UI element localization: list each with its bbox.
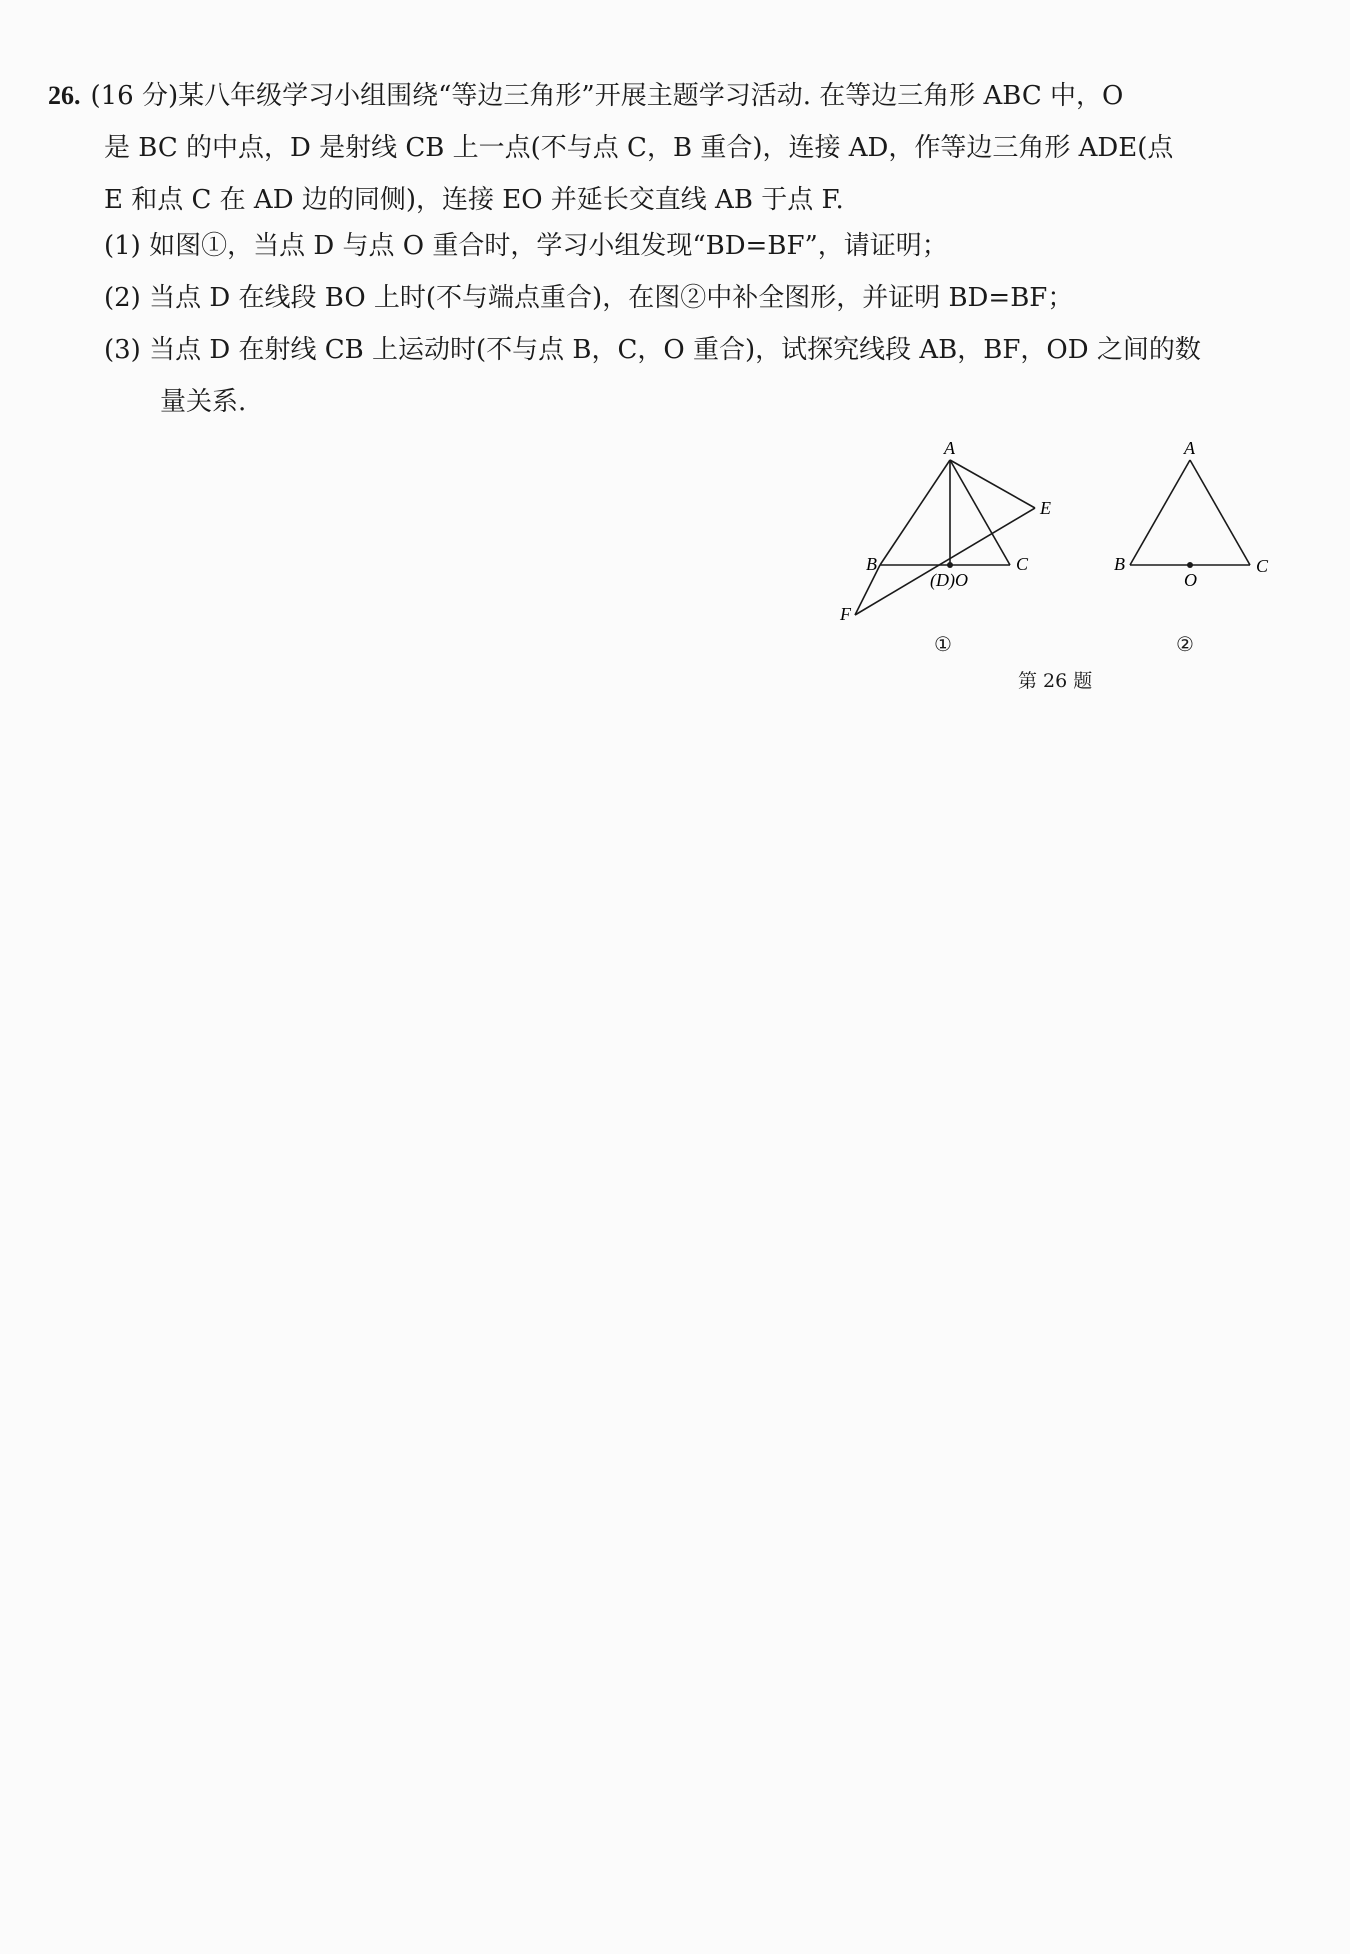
label-b: B	[1114, 554, 1125, 574]
segment-ae	[950, 460, 1035, 508]
segment-ac	[1190, 460, 1250, 565]
figure-2	[1100, 438, 1270, 590]
figure-2-caption: ②	[1176, 632, 1194, 656]
part-3-line-1: (3) 当点 D 在射线 CB 上运动时(不与点 B，C，O 重合)，试探究线段 AB，BF，OD 之间的数	[104, 335, 1201, 365]
segment-ab	[880, 460, 950, 565]
point-o	[947, 562, 953, 568]
segment-ab	[1130, 460, 1190, 565]
label-c: C	[1256, 556, 1269, 576]
question-line-3: E 和点 C 在 AD 边的同侧)，连接 EO 并延长交直线 AB 于点 F.	[104, 185, 844, 215]
part-2: (2) 当点 D 在线段 BO 上时(不与端点重合)，在图②中补全图形，并证明 BD=BF；	[104, 283, 1074, 313]
label-a: A	[1184, 438, 1195, 458]
part-3-line-2: 量关系.	[160, 387, 247, 417]
question-line-2: 是 BC 的中点，D 是射线 CB 上一点(不与点 C，B 重合)，连接 AD，作等边三角形 ADE(点	[104, 133, 1174, 163]
figure-2-diagram	[1100, 438, 1270, 590]
figure-1	[840, 440, 1060, 634]
label-a: A	[944, 438, 955, 458]
figure-1-caption: ①	[934, 632, 952, 656]
label-e: E	[1040, 498, 1051, 518]
figure-caption: 第 26 题	[1018, 670, 1093, 692]
question-number: 26.	[48, 81, 81, 110]
part-1: (1) 如图①，当点 D 与点 O 重合时，学习小组发现“BD=BF”，请证明；	[104, 231, 948, 261]
label-c: C	[1016, 554, 1029, 574]
figure-1-diagram	[840, 440, 1060, 630]
label-f: F	[840, 604, 851, 624]
label-o: O	[1184, 570, 1197, 590]
question-text	[48, 70, 1288, 226]
label-do: (D)O	[930, 570, 968, 590]
point-o	[1187, 562, 1193, 568]
segment-ac	[950, 460, 1010, 565]
question-line-1: (16 分)某八年级学习小组围绕“等边三角形”开展主题学习活动. 在等边三角形 ABC 中，O	[90, 81, 1124, 111]
part-3	[104, 324, 1294, 428]
label-b: B	[866, 554, 877, 574]
